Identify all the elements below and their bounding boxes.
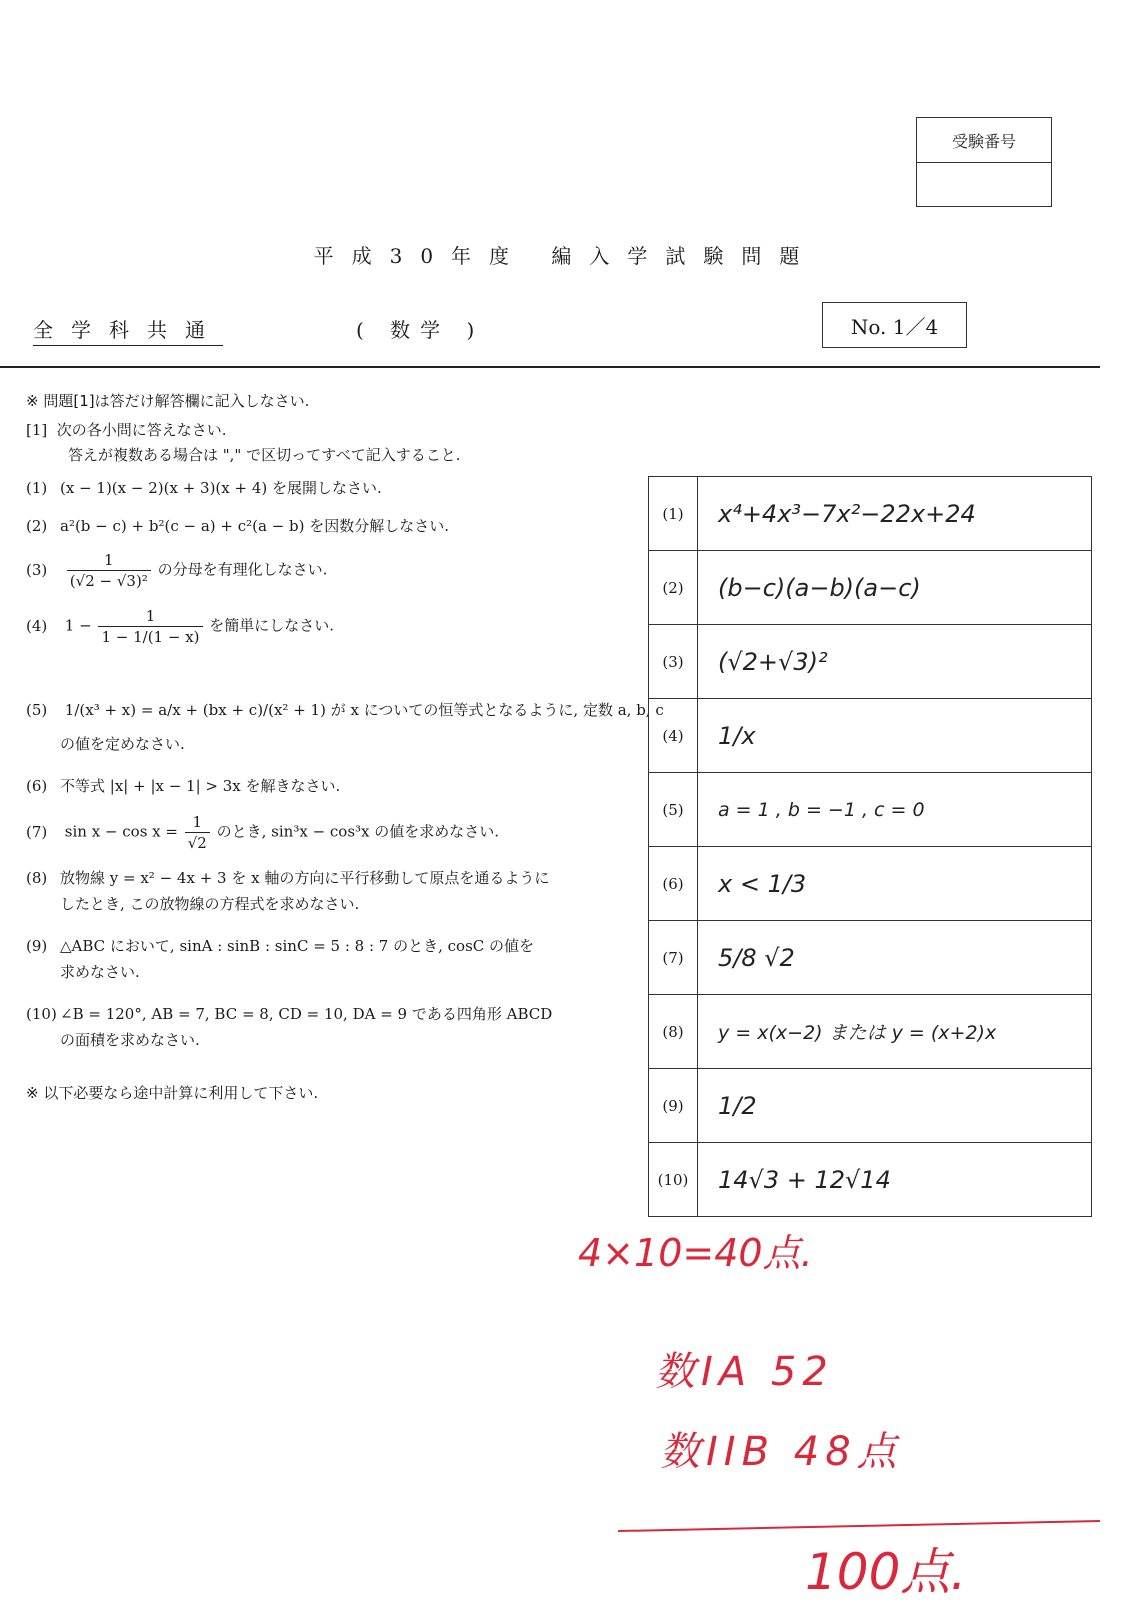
answer-row: (9) 1/2: [649, 1069, 1092, 1143]
answer-row: (1) x⁴+4x³−7x²−22x+24: [649, 477, 1092, 551]
question-6: (6) 不等式 |x| + |x − 1| > 3x を解きなさい.: [26, 777, 341, 795]
score-sum-line: [618, 1520, 1100, 1532]
section-intro-line2: 答えが複数ある場合は "," で区切ってすべて記入すること.: [68, 446, 461, 464]
instruction-note: ※ 問題[1]は答だけ解答欄に記入しなさい.: [26, 392, 310, 410]
answer-row: (8) y = x(x−2) または y = (x+2)x: [649, 995, 1092, 1069]
answer-cell[interactable]: a = 1 , b = −1 , c = 0: [698, 773, 1092, 847]
answer-cell[interactable]: x < 1/3: [698, 847, 1092, 921]
question-10-cont: の面積を求めなさい.: [60, 1031, 200, 1049]
subject-label: ( 数学 ): [356, 318, 485, 342]
exam-number-box: [916, 117, 1052, 207]
page-title: 平成30年度 編入学試験問題: [313, 244, 818, 268]
section-intro-line1: 次の各小問に答えなさい.: [56, 421, 227, 439]
fraction: $\frac{1}{√2}$: [185, 812, 210, 853]
answer-row: (2) (b−c)(a−b)(a−c): [649, 551, 1092, 625]
section-label: [1]: [26, 421, 48, 439]
question-7: (7) sin x − cos x = $\frac{1}{√2}$ のとき, sin³x − cos³x の値を求めなさい.: [26, 813, 500, 852]
score-subtotal: 4×10=40点.: [578, 1231, 813, 1275]
question-8-cont: したとき, この放物線の方程式を求めなさい.: [60, 895, 360, 913]
question-4: (4) 1 − $\frac{1}{1 - 1/(1 - x)}$ を簡単にしなさい.: [26, 607, 335, 646]
header-divider: [0, 366, 1100, 368]
answer-row: (10) 14√3 + 12√14: [649, 1143, 1092, 1217]
answer-cell[interactable]: x⁴+4x³−7x²−22x+24: [698, 477, 1092, 551]
section-intro: [26, 420, 227, 440]
answer-row: (5) a = 1 , b = −1 , c = 0: [649, 773, 1092, 847]
question-1: (1) (x − 1)(x − 2)(x + 3)(x + 4) を展開しなさい.: [26, 479, 382, 497]
score-part2: 数IIB 48点: [660, 1429, 903, 1475]
question-10: (10) ∠B = 120°, AB = 7, BC = 8, CD = 10, DA = 9 である四角形 ABCD: [26, 1005, 553, 1023]
answer-row: (6) x < 1/3: [649, 847, 1092, 921]
question-5: (5) 1/(x³ + x) = a/x + (bx + c)/(x² + 1) が x についての恒等式となるように, 定数 a, b, c: [26, 701, 664, 719]
page-number-box: No. 1／4: [822, 302, 967, 348]
calc-note: ※ 以下必要なら途中計算に利用して下さい.: [26, 1084, 319, 1102]
question-2: (2) a²(b − c) + b²(c − a) + c²(a − b) を因数分解しなさい.: [26, 517, 450, 535]
answer-cell[interactable]: 1/2: [698, 1069, 1092, 1143]
question-3: (3) $\frac{1}{\text{(√2 − √3)²}}$ の分母を有理化しなさい.: [26, 551, 328, 590]
exam-number-label: 受験番号: [917, 118, 1051, 163]
question-9-cont: 求めなさい.: [60, 963, 140, 981]
answer-cell[interactable]: (√2+√3)²: [698, 625, 1092, 699]
score-part1: 数IA 52: [655, 1349, 834, 1395]
answer-cell[interactable]: (b−c)(a−b)(a−c): [698, 551, 1092, 625]
fraction: $\frac{1}{\text{(√2 − √3)²}}$: [67, 550, 151, 591]
answer-cell[interactable]: 1/x: [698, 699, 1092, 773]
score-total: 100点.: [805, 1543, 967, 1601]
question-8: (8) 放物線 y = x² − 4x + 3 を x 軸の方向に平行移動して原点を通るように: [26, 869, 550, 887]
answer-cell[interactable]: y = x(x−2) または y = (x+2)x: [698, 995, 1092, 1069]
answer-row: (4) 1/x: [649, 699, 1092, 773]
fraction: $\frac{1}{1 - 1/(1 - x)}$: [98, 606, 202, 647]
answer-cell[interactable]: 14√3 + 12√14: [698, 1143, 1092, 1217]
answer-row: (3) (√2+√3)²: [649, 625, 1092, 699]
question-9: (9) △ABC において, sinA : sinB : sinC = 5 : 8 : 7 のとき, cosC の値を: [26, 937, 535, 955]
question-5-cont: の値を定めなさい.: [60, 735, 185, 753]
answer-row: (7) 5/8 √2: [649, 921, 1092, 995]
answer-table: [648, 476, 1092, 1217]
answer-cell[interactable]: 5/8 √2: [698, 921, 1092, 995]
department-label: 全学科共通: [33, 314, 223, 346]
